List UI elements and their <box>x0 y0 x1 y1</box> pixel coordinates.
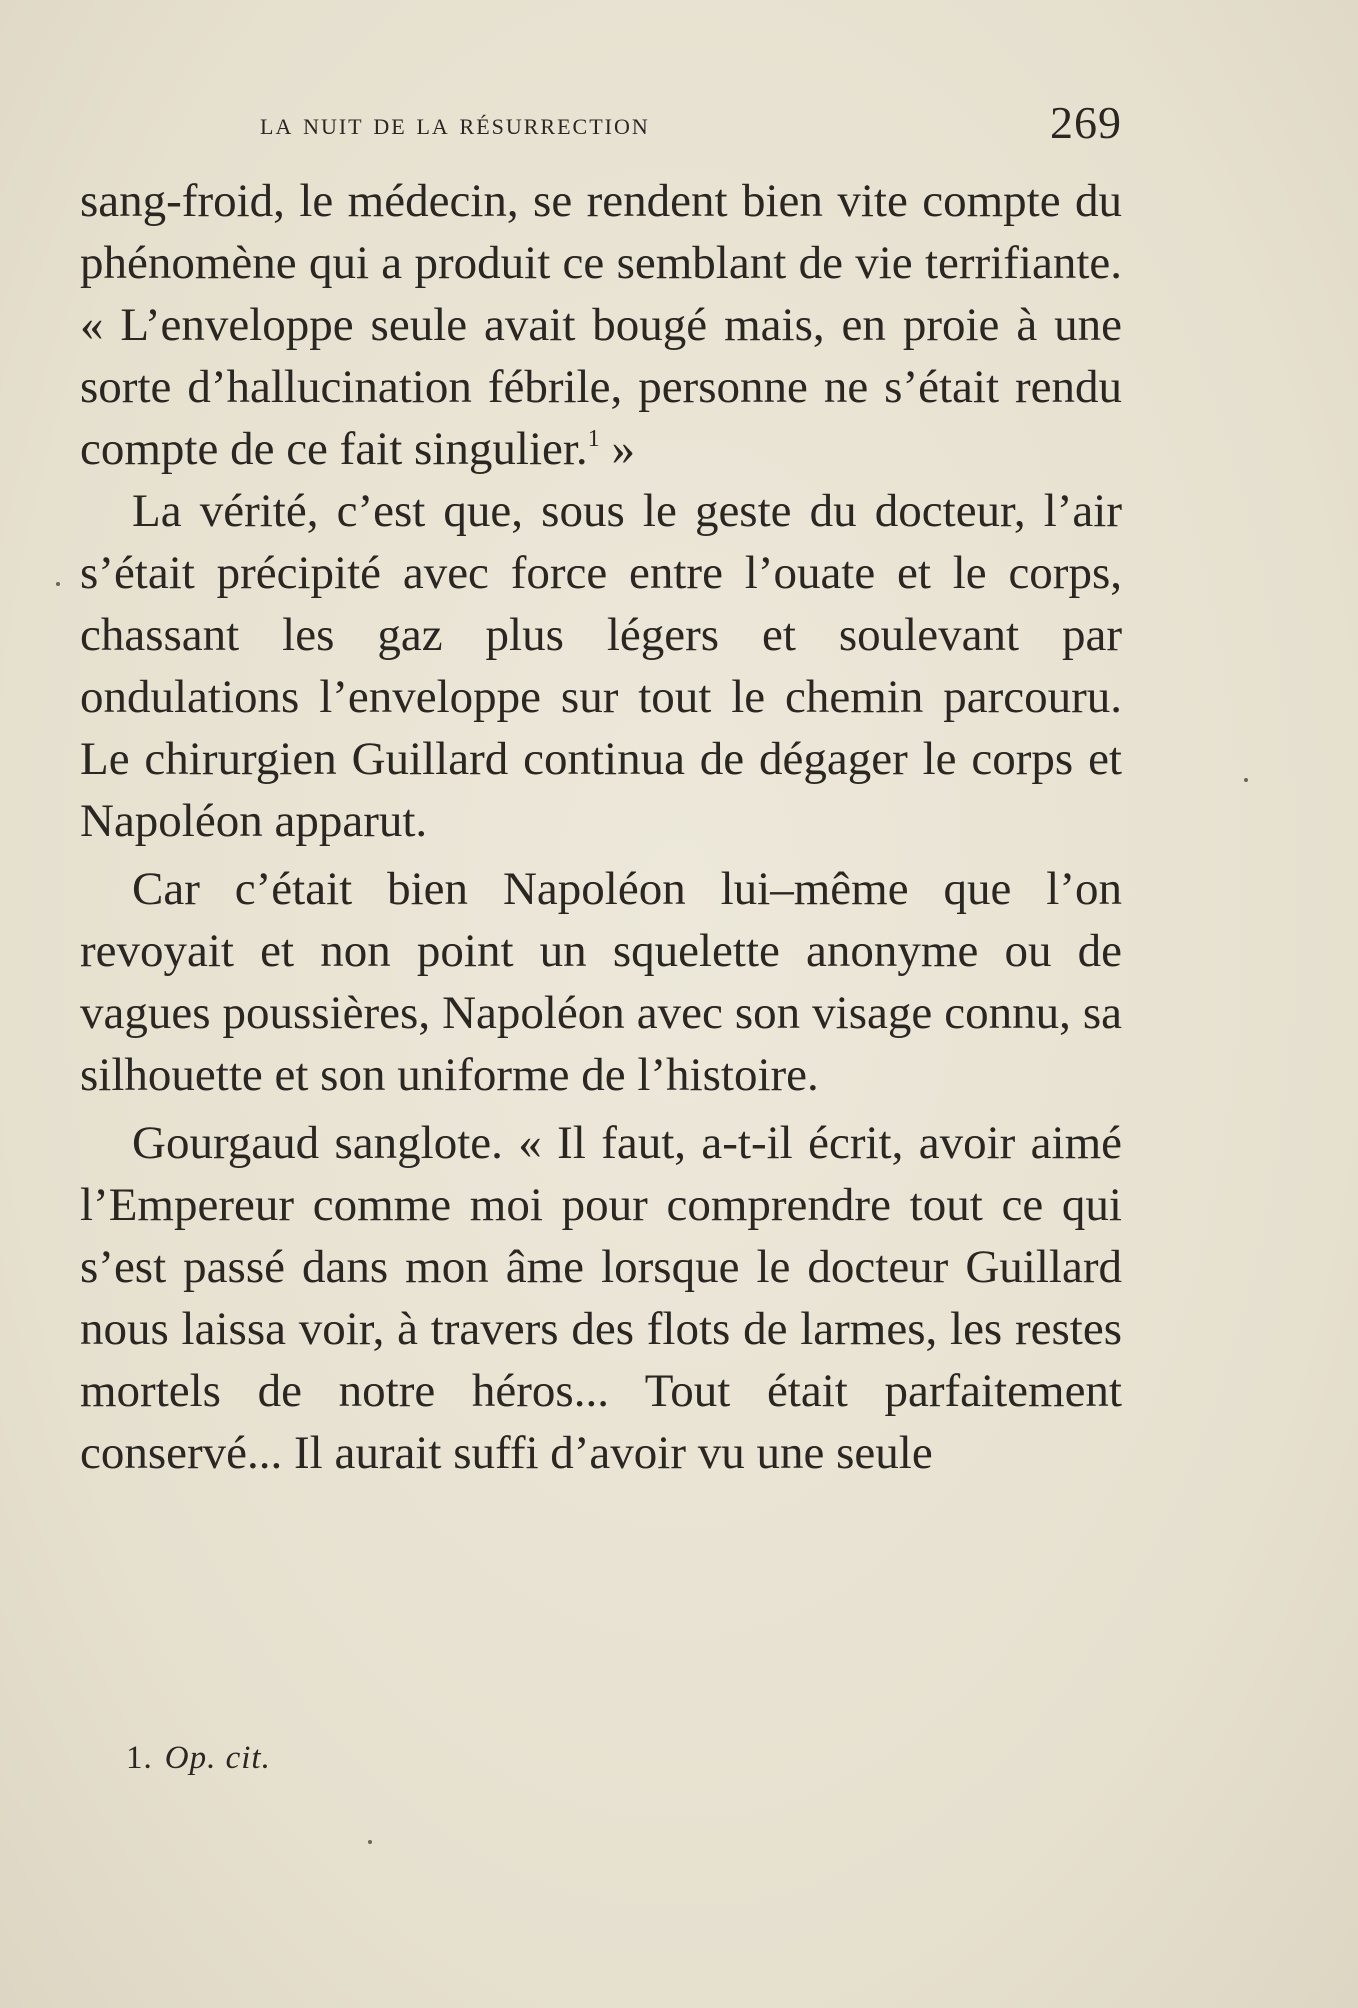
running-head <box>80 96 1122 156</box>
paragraph-1 <box>80 170 1122 480</box>
footnote-number: 1. <box>126 1740 153 1776</box>
paragraph-2: La vérité, c’est que, sous le geste du docteur, l’air s’était précipité avec force entre l’ouate et le corps, chassant les gaz plus légers et soulevant par ondulations l’enveloppe sur tout le chemin parcouru. Le chirurgien Guillard continua de dégager le corps et Napoléon apparut. <box>80 485 1122 847</box>
paragraph-3: Car c’était bien Napoléon lui–même que l’on revoyait et non point un squelette anonyme ou de vagues poussières, Napoléon avec son visage connu, sa silhouette et son uniforme de l’histoire. <box>80 863 1122 1101</box>
paragraph-1-closing-quote: » <box>599 423 635 475</box>
paper-speck <box>1244 778 1248 782</box>
page-number: 269 <box>1050 97 1122 148</box>
paragraph-1-text: sang-froid, le médecin, se rendent bien vite compte du phénomène qui a produit ce semblant de vie terrifiante. « L’enveloppe seule avait bougé mais, en proie à une sorte d’hallucination fébrile, personne ne s’était rendu compte de ce fait singulier. <box>80 175 1122 475</box>
running-title: la nuit de la résurrection <box>260 106 650 141</box>
body-text <box>80 170 1122 1484</box>
footnote <box>126 1740 271 1777</box>
footnote-text: Op. cit. <box>164 1740 271 1776</box>
paragraph-4: Gourgaud sanglote. « Il faut, a-t-il écrit, avoir aimé l’Empereur comme moi pour comprendre tout ce qui s’est passé dans mon âme lorsque le docteur Guillard nous laissa voir, à travers des flots de larmes, les restes mortels de notre héros... Tout était parfaitement conservé... Il aurait suffi d’avoir vu une seule <box>80 1117 1122 1479</box>
footnote-reference: 1 <box>587 426 600 452</box>
paper-speck <box>56 582 60 586</box>
paper-speck <box>368 1840 372 1844</box>
